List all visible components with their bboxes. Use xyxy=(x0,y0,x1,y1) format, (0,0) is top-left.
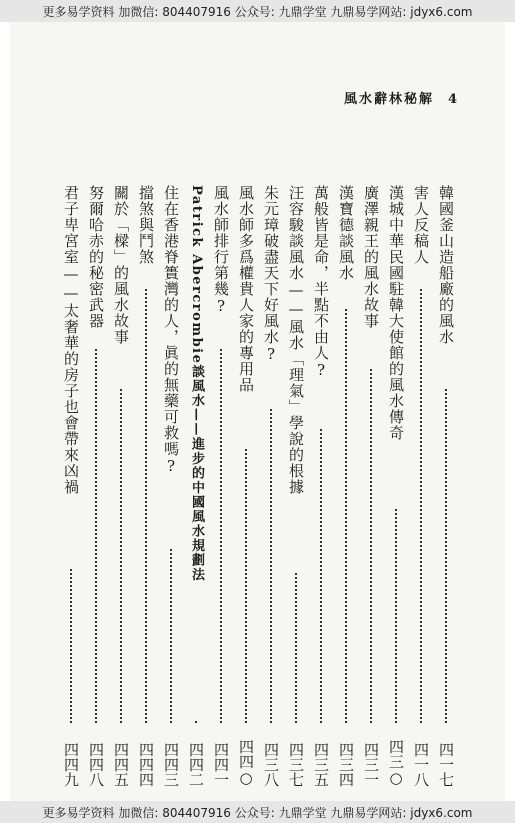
toc-entry-title: 擋煞與鬥煞 xyxy=(137,185,155,265)
toc-entry-page: 四四五 xyxy=(112,742,130,787)
toc-leader-dots xyxy=(320,429,322,723)
toc-leader-dots xyxy=(120,389,122,723)
toc-entry-page: 四三四 xyxy=(337,742,355,787)
toc-entry-title: 朱元璋破盡天下好風水? xyxy=(262,185,280,364)
toc-entry-title: 努爾哈赤的秘密武器 xyxy=(87,185,105,329)
toc-leader-dots xyxy=(195,721,197,723)
toc-entry-page: 四三五 xyxy=(312,742,330,787)
toc-entry-page: 四一八 xyxy=(412,742,430,787)
toc-entry-title: 萬般皆是命，半點不由人? xyxy=(312,185,330,380)
toc-entry-page: 四三七 xyxy=(287,742,305,787)
toc-entry-page: 四四三 xyxy=(162,742,180,787)
toc-entry-title: 廣澤親王的風水故事 xyxy=(362,185,380,329)
toc-entry-title: 君子卑宮室——太奢華的房子也會帶來凶禍 xyxy=(62,185,80,495)
toc-entry xyxy=(186,185,206,787)
page-number: 4 xyxy=(447,92,459,107)
top-watermark-banner xyxy=(0,0,515,22)
toc-entry xyxy=(436,185,456,787)
toc-entry xyxy=(261,185,281,787)
toc-entry xyxy=(361,185,381,787)
toc-entry xyxy=(311,185,331,787)
toc-entry-page: 四三○ xyxy=(387,739,405,787)
toc-entry-title: 風水師排行第幾? xyxy=(212,185,230,316)
toc-entry-page: 四四二 xyxy=(187,742,205,787)
toc-leader-dots xyxy=(145,289,147,723)
toc-leader-dots xyxy=(220,349,222,723)
toc-entry xyxy=(286,185,306,787)
toc-leader-dots xyxy=(445,389,447,723)
toc-entry-title: 韓國釜山造船廠的風水 xyxy=(437,185,455,345)
toc-entry xyxy=(161,185,181,787)
bottom-watermark-banner xyxy=(0,801,515,823)
toc-entry-title: 漢城中華民國駐韓大使館的風水傳奇 xyxy=(387,185,405,441)
bottom-banner-text: 更多易学资料 加微信: 804407916 公众号: 九鼎学堂 九鼎易学网站: jdyx6.com xyxy=(42,805,473,820)
toc-leader-dots xyxy=(295,573,297,723)
book-page xyxy=(10,22,505,801)
toc-entry-title: 關於「樑」的風水故事 xyxy=(112,185,130,345)
toc-entry-title: 漢寶德談風水 xyxy=(337,185,355,281)
toc-entry-page: 四四八 xyxy=(87,742,105,787)
toc-entry-page: 四三八 xyxy=(262,742,280,787)
toc-entry xyxy=(336,185,356,787)
toc-entry-title: 汪容駿談風水——風水「理氣」學說的根據 xyxy=(287,185,305,495)
toc-entry-page: 四四○ xyxy=(237,739,255,787)
toc-entry-title: 風水師多爲權貴人家的專用品 xyxy=(237,185,255,393)
toc-entry xyxy=(236,185,256,787)
toc-entry-page: 四四九 xyxy=(62,742,80,787)
top-banner-text: 更多易学资料 加微信: 804407916 公众号: 九鼎学堂 九鼎易学网站: jdyx6.com xyxy=(42,4,473,19)
toc-leader-dots xyxy=(395,509,397,723)
toc-entry xyxy=(386,185,406,787)
toc-leader-dots xyxy=(370,369,372,723)
toc-leader-dots xyxy=(245,449,247,723)
toc-entry-title: Patrick Abercrombie談風水——進步的中國風水規劃法 xyxy=(189,185,204,582)
toc-entry xyxy=(211,185,231,787)
toc-leader-dots xyxy=(170,549,172,723)
toc-entry xyxy=(411,185,431,787)
toc-entry-title: 害人反稿人 xyxy=(412,185,430,265)
toc-leader-dots xyxy=(70,569,72,723)
toc-leader-dots xyxy=(95,349,97,723)
toc-entry xyxy=(111,185,131,787)
toc-entry-page: 四四四 xyxy=(137,742,155,787)
toc-entry-page: 四一七 xyxy=(437,742,455,787)
running-title: 風水辭林秘解 xyxy=(343,92,434,107)
toc-leader-dots xyxy=(345,309,347,723)
toc-entry-page: 四三一 xyxy=(362,742,380,787)
toc-entry xyxy=(61,185,81,787)
toc-leader-dots xyxy=(270,409,272,723)
toc-entry xyxy=(86,185,106,787)
page-header xyxy=(344,88,459,107)
toc-entry xyxy=(136,185,156,787)
toc-leader-dots xyxy=(420,289,422,723)
toc-entry-page: 四四一 xyxy=(212,742,230,787)
toc-entry-title: 住在香港脊簣灣的人，眞的無藥可救嗎? xyxy=(162,185,180,476)
